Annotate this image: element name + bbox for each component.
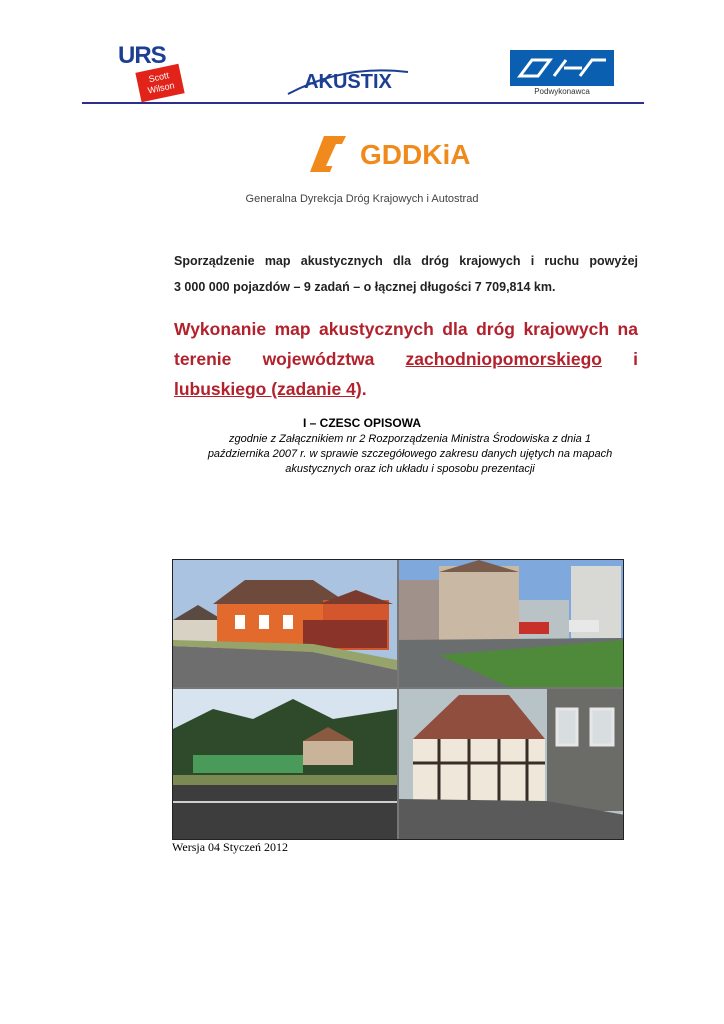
project-subtitle bbox=[174, 248, 638, 300]
subtitle-line-1: Sporządzenie map akustycznych dla dróg krajowych i ruchu powyżej bbox=[174, 254, 638, 268]
main-title-line-3: lubuskiego (zadanie 4). bbox=[174, 379, 367, 399]
subtitle-line-2: 3 000 000 pojazdów – 9 zadań – o łącznej długości 7 709,814 km. bbox=[174, 280, 556, 294]
photo-collage bbox=[172, 559, 624, 840]
gddkia-logo bbox=[306, 130, 506, 176]
main-title-line-1: Wykonanie map akustycznych dla dróg krajowych na bbox=[174, 319, 638, 339]
photo-noise-barrier bbox=[173, 689, 397, 840]
main-title bbox=[174, 314, 638, 404]
region-name-underlined: zachodniopomorskiego bbox=[405, 349, 602, 369]
legal-note: zgodnie z Załącznikiem nr 2 Rozporządzenia Ministra Środowiska z dnia 1 października 2007 r. w sprawie szczegółowego zakresu danych ujętych na mapach akustycznych oraz ich układu i sposobu prezentacji bbox=[207, 433, 613, 475]
section-title: I – CZESC OPISOWA bbox=[302, 416, 422, 430]
photo-orange-house bbox=[173, 560, 397, 687]
ohv-subcontractor-logo bbox=[510, 50, 614, 96]
ohv-logo-mark bbox=[510, 50, 614, 86]
scott-wilson-tag: Scott Wilson bbox=[135, 64, 184, 102]
main-title-line-2: terenie województwa zachodniopomorskiego i bbox=[174, 344, 638, 374]
version-date: Wersja 04 Styczeń 2012 bbox=[172, 840, 289, 854]
urs-scott-wilson-logo bbox=[112, 44, 184, 102]
photo-timbered-building bbox=[399, 689, 624, 840]
akustix-logo-text: AKUSTIX bbox=[304, 71, 392, 93]
urs-logo-text: URS bbox=[118, 42, 166, 69]
header-divider bbox=[82, 102, 644, 104]
akustix-logo bbox=[284, 60, 412, 96]
photo-town-street bbox=[399, 560, 624, 687]
gddkia-logo-text: GDDKiA bbox=[360, 139, 471, 170]
organization-name: Generalna Dyrekcja Dróg Krajowych i Autostrad bbox=[245, 193, 479, 205]
ohv-caption: Podwykonawca bbox=[534, 87, 590, 96]
